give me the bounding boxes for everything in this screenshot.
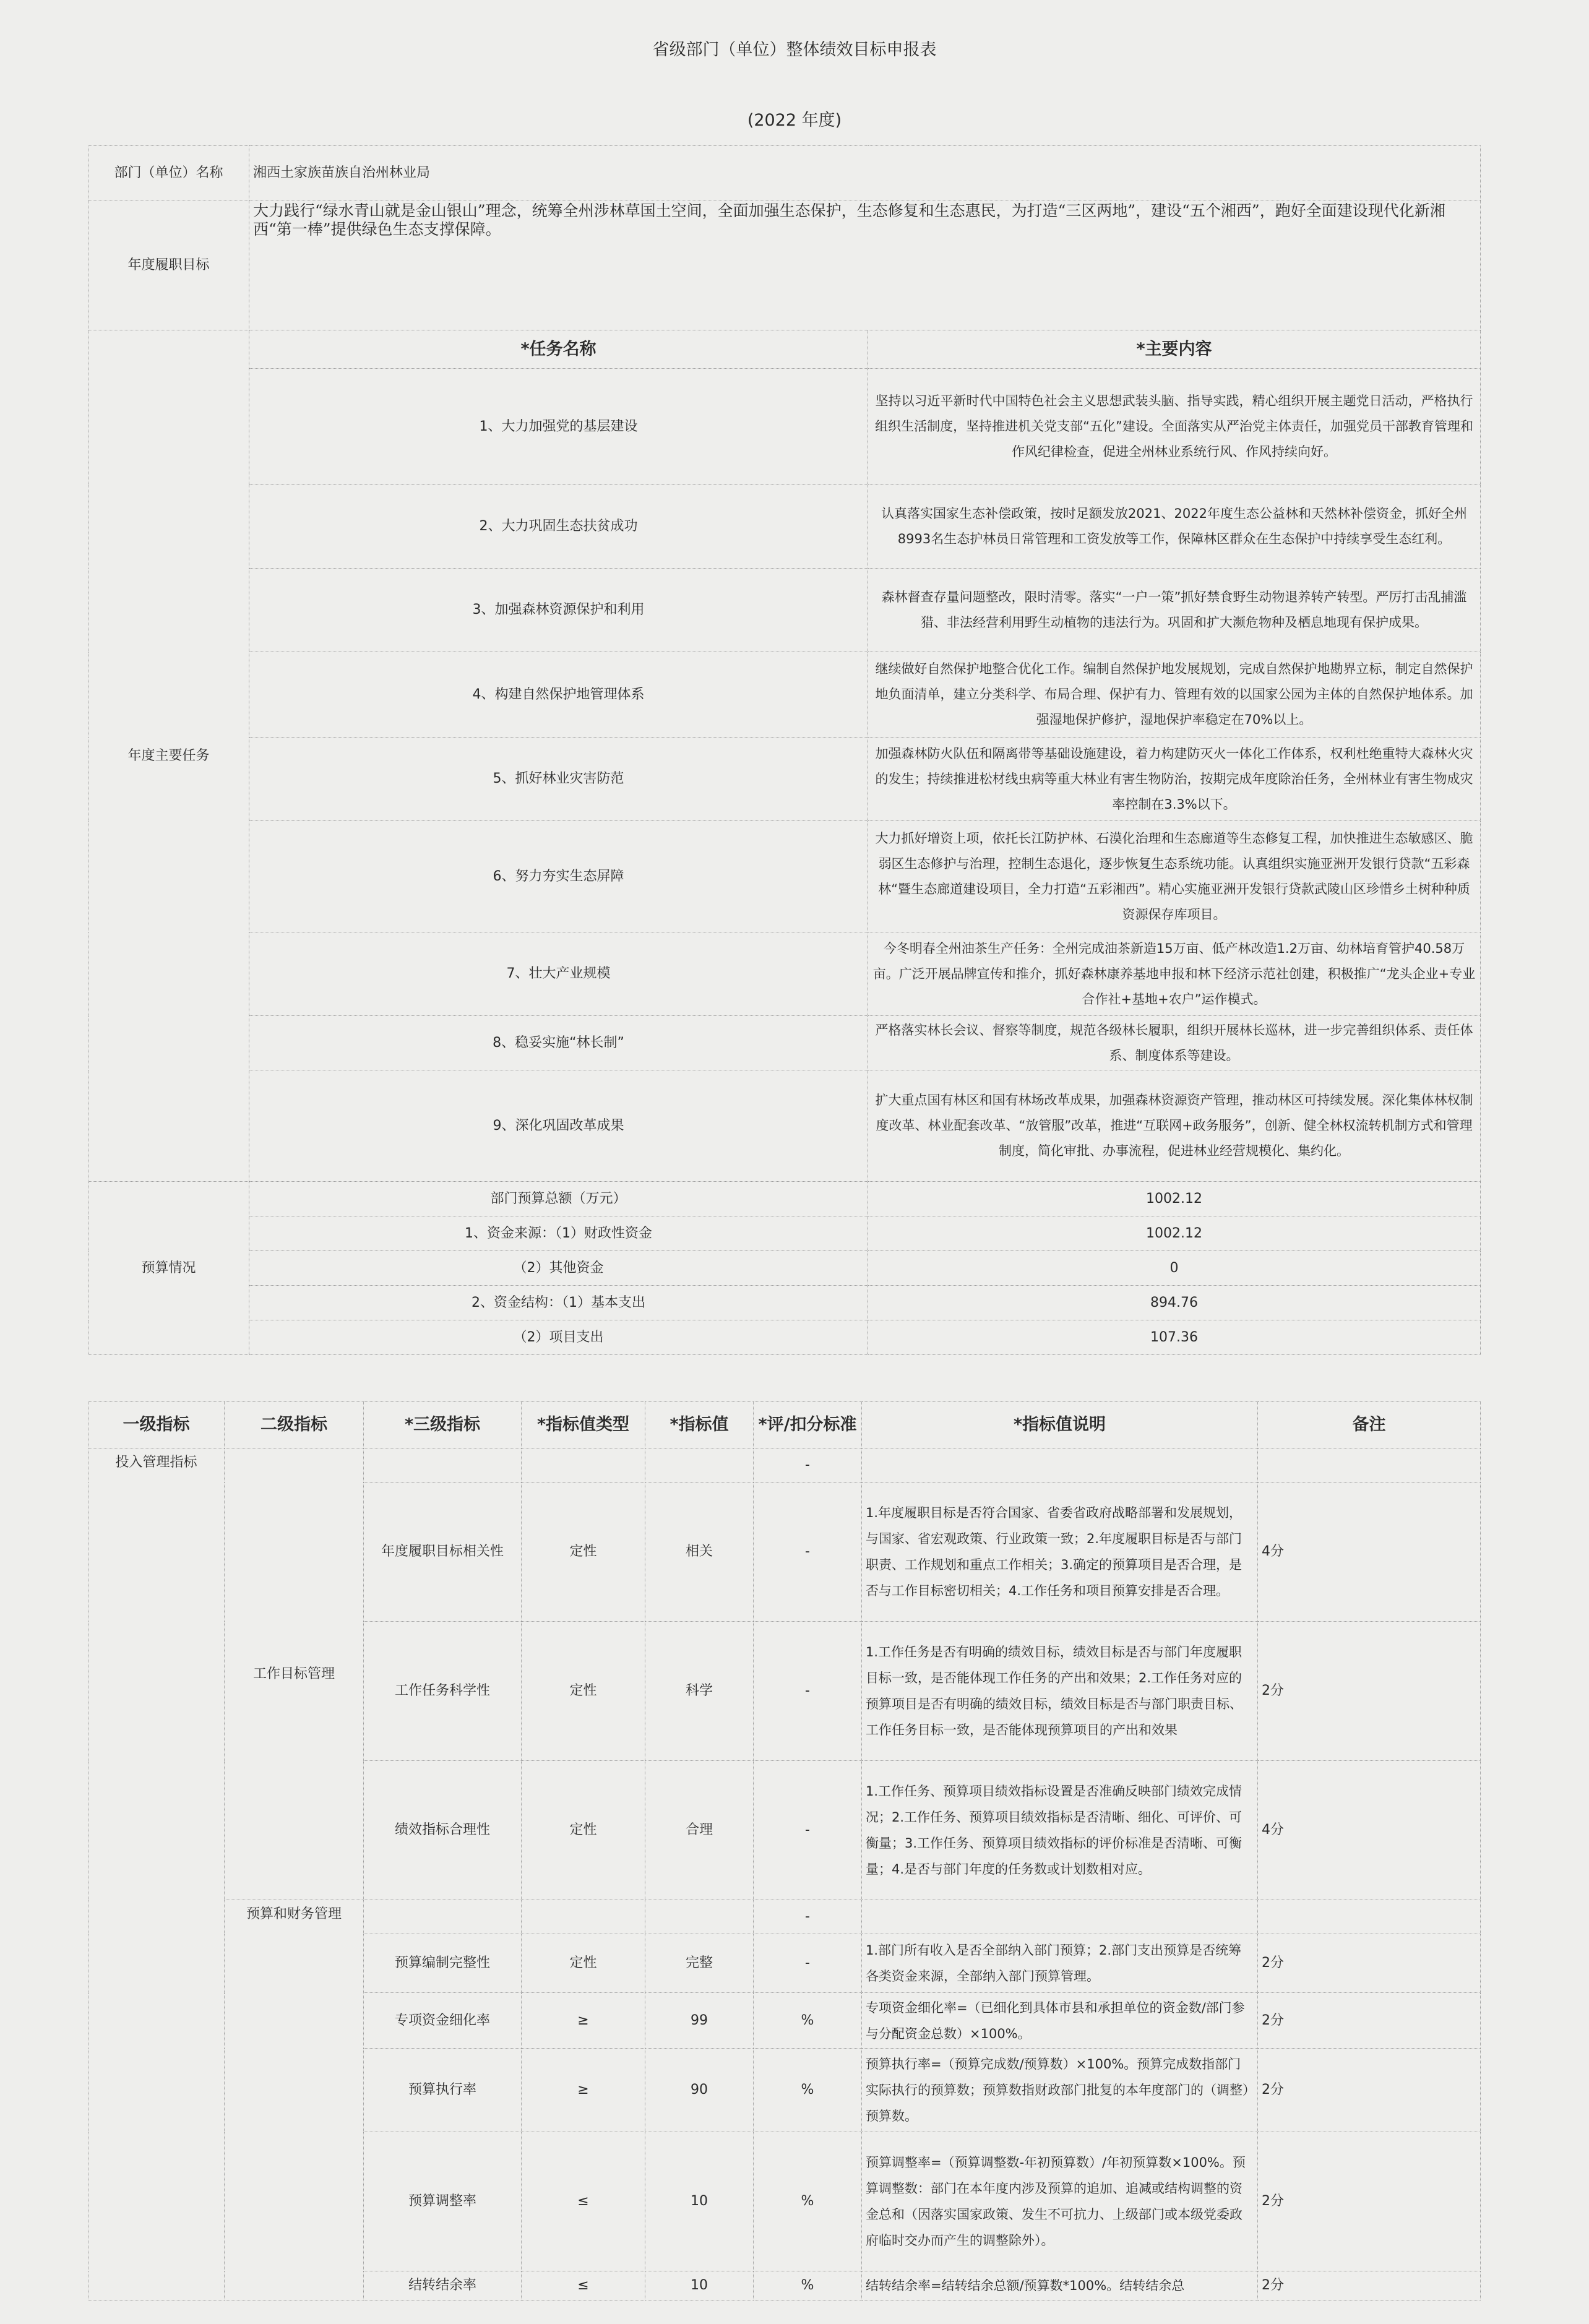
budget-row-value: 0 [868,1251,1481,1286]
value-type: 定性 [522,1761,645,1900]
value-type: 定性 [522,1483,645,1622]
indicator-value: 科学 [645,1622,754,1761]
task-content: 大力抓好增资上项，依托长江防护林、石漠化治理和生态廊道等生态修复工程，加快推进生态敏感区、脆弱区生态修护与治理，控制生态退化，逐步恢复生态系统功能。认真组织实施亚洲开发银行贷款“五彩森林“暨生态廊道建设项目，全力打造“五彩湘西”。精心实施亚洲开发银行贷款武陵山区珍惜乡土树种种质资源保存库项目。 [868,821,1481,932]
task-name: 7、壮大产业规模 [249,932,868,1016]
level3-indicator: 预算执行率 [364,2049,522,2132]
indicator-value: 相关 [645,1483,754,1622]
remark: 2分 [1258,1993,1481,2049]
task-name: 3、加强森林资源保护和利用 [249,569,868,652]
task-name: 2、大力巩固生态扶贫成功 [249,485,868,569]
budget-row-label: （2）项目支出 [249,1320,868,1355]
level3-indicator: 绩效指标合理性 [364,1761,522,1900]
indicator-description: 1.工作任务、预算项目绩效指标设置是否准确反映部门绩效完成情况；2.工作任务、预算项目绩效指标是否清晰、细化、可评价、可衡量；3.工作任务、预算项目绩效指标的评价标准是否清晰、可衡量；4.是否与部门年度的任务数或计划数相对应。 [862,1761,1258,1900]
remark: 2分 [1258,1622,1481,1761]
task-content: 认真落实国家生态补偿政策，按时足额发放2021、2022年度生态公益林和天然林补偿资金，抓好全州8993名生态护林员日常管理和工资发放等工作，保障林区群众在生态保护中持续享受生态红利。 [868,485,1481,569]
budget-row-label: （2）其他资金 [249,1251,868,1286]
annual-goal-text: 大力践行“绿水青山就是金山银山”理念，统筹全州涉林草国土空间，全面加强生态保护，生态修复和生态惠民，为打造“三区两地”，建设“五个湘西”，跑好全面建设现代化新湘西“第一棒”提供绿色生态支撑保障。 [249,200,1481,330]
annual-goal-label: 年度履职目标 [88,200,249,330]
scoring-standard: % [754,1993,862,2049]
scoring-standard: % [754,2132,862,2271]
task-name: 5、抓好林业灾害防范 [249,738,868,821]
value-type: ≥ [522,1993,645,2049]
level1-indicator: 投入管理指标 [88,1448,225,2300]
task-content-header: *主要内容 [868,330,1481,369]
dash-cell: - [754,1900,862,1934]
remark: 2分 [1258,1934,1481,1993]
value-type: ≤ [522,2271,645,2300]
indicator-description: 1.部门所有收入是否全部纳入部门预算；2.部门支出预算是否统筹各类资金来源，全部纳入部门预算管理。 [862,1934,1258,1993]
value-type: 定性 [522,1934,645,1993]
header-remark: 备注 [1258,1402,1481,1448]
main-info-table [88,145,1481,1355]
level3-indicator: 工作任务科学性 [364,1622,522,1761]
header-level2: 二级指标 [225,1402,364,1448]
remark: 2分 [1258,2132,1481,2271]
page-title: 省级部门（单位）整体绩效目标申报表 [652,40,937,59]
scoring-standard: - [754,1761,862,1900]
scoring-standard: - [754,1483,862,1622]
task-name: 9、深化巩固改革成果 [249,1070,868,1182]
indicator-value: 99 [645,1993,754,2049]
report-year: (2022 年度) [747,111,842,130]
task-content: 加强森林防火队伍和隔离带等基础设施建设，着力构建防灭火一体化工作体系，权利杜绝重特大森林火灾的发生；持续推进松材线虫病等重大林业有害生物防治，按期完成年度除治任务，全州林业有害生物成灾率控制在3.3%以下。 [868,738,1481,821]
header-value-type: *指标值类型 [522,1402,645,1448]
level3-indicator: 预算调整率 [364,2132,522,2271]
task-name-header: *任务名称 [249,330,868,369]
level3-indicator: 年度履职目标相关性 [364,1483,522,1622]
indicator-value: 完整 [645,1934,754,1993]
task-content: 继续做好自然保护地整合优化工作。编制自然保护地发展规划，完成自然保护地勘界立标，制定自然保护地负面清单，建立分类科学、布局合理、保护有力、管理有效的以国家公园为主体的自然保护地体系。加强湿地保护修护，湿地保护率稳定在70%以上。 [868,652,1481,738]
indicator-description: 结转结余率=结转结余总额/预算数*100%。结转结余总 [862,2271,1258,2300]
remark: 2分 [1258,2271,1481,2300]
indicator-value: 10 [645,2132,754,2271]
level2-indicator: 工作目标管理 [225,1448,364,1900]
header-scoring: *评/扣分标准 [754,1402,862,1448]
header-description: *指标值说明 [862,1402,1258,1448]
scoring-standard: % [754,2049,862,2132]
budget-row-label: 1、资金来源：（1）财政性资金 [249,1216,868,1251]
budget-row-label: 部门预算总额（万元） [249,1182,868,1216]
indicator-description: 1.工作任务是否有明确的绩效目标，绩效目标是否与部门年度履职目标一致，是否能体现工作任务的产出和效果；2.工作任务对应的预算项目是否有明确的绩效目标，绩效目标是否与部门职责目标、工作任务目标一致，是否能体现预算项目的产出和效果 [862,1622,1258,1761]
value-type: ≤ [522,2132,645,2271]
budget-row-value: 1002.12 [868,1182,1481,1216]
level3-indicator: 专项资金细化率 [364,1993,522,2049]
header-level3: *三级指标 [364,1402,522,1448]
dept-name-label: 部门（单位）名称 [88,146,249,200]
task-name: 1、大力加强党的基层建设 [249,369,868,485]
scoring-standard: - [754,1934,862,1993]
level3-indicator: 预算编制完整性 [364,1934,522,1993]
budget-row-value: 107.36 [868,1320,1481,1355]
scoring-standard: % [754,2271,862,2300]
budget-row-label: 2、资金结构：（1）基本支出 [249,1286,868,1320]
value-type: ≥ [522,2049,645,2132]
value-type: 定性 [522,1622,645,1761]
budget-row-value: 1002.12 [868,1216,1481,1251]
scoring-standard: - [754,1622,862,1761]
indicator-description: 专项资金细化率=（已细化到具体市县和承担单位的资金数/部门参与分配资金总数）×100%。 [862,1993,1258,2049]
header-level1: 一级指标 [88,1402,225,1448]
remark: 2分 [1258,2049,1481,2132]
indicator-description: 预算调整率=（预算调整数-年初预算数）/年初预算数×100%。预算调整数：部门在本年度内涉及预算的追加、追减或结构调整的资金总和（因落实国家政策、发生不可抗力、上级部门或本级党委政府临时交办而产生的调整除外）。 [862,2132,1258,2271]
indicator-table [88,1401,1481,2300]
task-name: 4、构建自然保护地管理体系 [249,652,868,738]
task-name: 8、稳妥实施“林长制” [249,1016,868,1070]
remark: 4分 [1258,1483,1481,1622]
task-name: 6、努力夯实生态屏障 [249,821,868,932]
level2-indicator: 预算和财务管理 [225,1900,364,2300]
budget-row-value: 894.76 [868,1286,1481,1320]
dept-name-value: 湘西土家族苗族自治州林业局 [249,146,1481,200]
indicator-description: 1.年度履职目标是否符合国家、省委省政府战略部署和发展规划，与国家、省宏观政策、行业政策一致；2.年度履职目标是否与部门职责、工作规划和重点工作相关；3.确定的预算项目是否合理，是否与工作目标密切相关；4.工作任务和项目预算安排是否合理。 [862,1483,1258,1622]
task-content: 严格落实林长会议、督察等制度，规范各级林长履职，组织开展林长巡林，进一步完善组织体系、责任体系、制度体系等建设。 [868,1016,1481,1070]
indicator-value: 10 [645,2271,754,2300]
indicator-description: 预算执行率=（预算完成数/预算数）×100%。预算完成数指部门实际执行的预算数；预算数指财政部门批复的本年度部门的（调整）预算数。 [862,2049,1258,2132]
level3-indicator: 结转结余率 [364,2271,522,2300]
task-content: 森林督查存量问题整改，限时清零。落实“一户一策”抓好禁食野生动物退养转产转型。严厉打击乱捕滥猎、非法经营利用野生动植物的违法行为。巩固和扩大濒危物种及栖息地现有保护成果。 [868,569,1481,652]
indicator-value: 90 [645,2049,754,2132]
dash-cell: - [754,1448,862,1483]
task-content: 坚持以习近平新时代中国特色社会主义思想武装头脑、指导实践，精心组织开展主题党日活动，严格执行组织生活制度，坚持推进机关党支部“五化”建设。全面落实从严治党主体责任，加强党员干部教育管理和作风纪律检查，促进全州林业系统行风、作风持续向好。 [868,369,1481,485]
task-content: 今冬明春全州油茶生产任务：全州完成油茶新造15万亩、低产林改造1.2万亩、幼林培育管护40.58万亩。广泛开展品牌宣传和推介，抓好森林康养基地申报和林下经济示范社创建，积极推广“龙头企业+专业合作社+基地+农户”运作模式。 [868,932,1481,1016]
task-content: 扩大重点国有林区和国有林场改革成果，加强森林资源资产管理，推动林区可持续发展。深化集体林权制度改革、林业配套改革、“放管服”改革，推进“互联网+政务服务”，创新、健全林权流转机制方式和管理制度，简化审批、办事流程，促进林业经营规模化、集约化。 [868,1070,1481,1182]
indicator-value: 合理 [645,1761,754,1900]
remark: 4分 [1258,1761,1481,1900]
header-value: *指标值 [645,1402,754,1448]
budget-label: 预算情况 [88,1182,249,1355]
annual-tasks-label: 年度主要任务 [88,330,249,1182]
